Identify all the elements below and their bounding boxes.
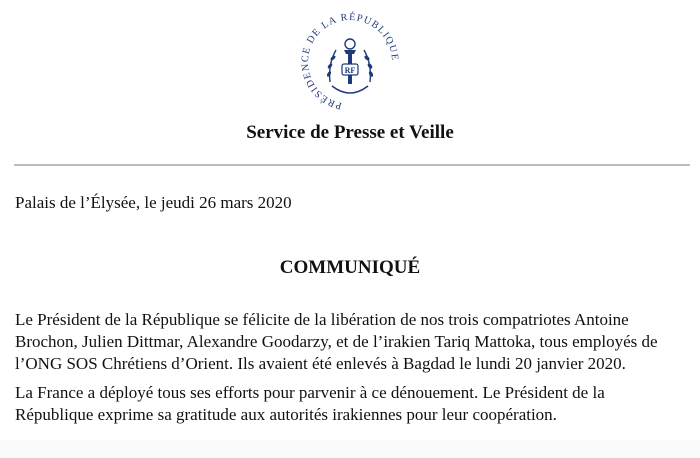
body-paragraph: La France a déployé tous ses efforts pour parvenir à ce dénouement. Le Président de la République exprime sa gratitude aux autorités irakiennes pour leur coopération. <box>15 383 605 424</box>
seal-monogram: RF <box>344 66 356 75</box>
service-title: Service de Presse et Veille <box>246 122 454 143</box>
presidency-seal-icon <box>292 4 408 120</box>
body-paragraph: Le Président de la République se félicite de la libération de nos trois compatriotes Antoine Brochon, Julien Dittmar, Alexandre Goodarzy, et de l’irakien Tariq Mattoka, tous employés de l’ONG SOS Chrétiens d’Orient. Ils avaient été enlevés à Bagdad le lundi 20 janvier 2020. <box>15 310 658 373</box>
header-divider <box>14 164 690 166</box>
presidency-seal <box>292 4 408 120</box>
seal-inscription: PRÉSIDENCE DE LA RÉPUBLIQUE <box>299 11 401 112</box>
page-bottom-edge <box>0 440 700 458</box>
document-title: COMMUNIQUÉ <box>279 257 421 278</box>
dateline: Palais de l’Élysée, le jeudi 26 mars 2020 <box>15 193 292 212</box>
